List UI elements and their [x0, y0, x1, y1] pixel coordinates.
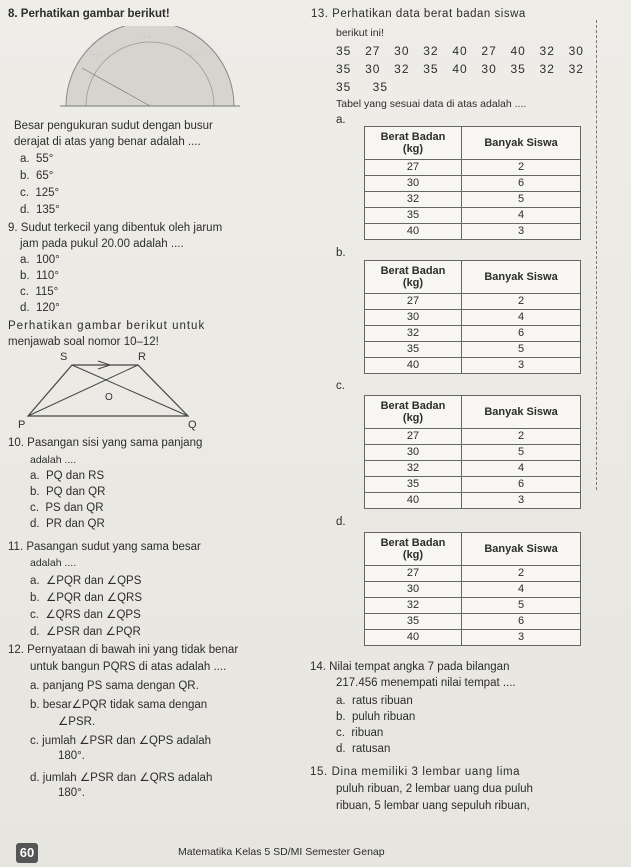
header-weight: Berat Badan (kg)	[365, 127, 462, 160]
q8-option-b[interactable]: b. 65°	[20, 170, 54, 182]
table-row: 35 5	[365, 342, 581, 358]
q14-line-2: 217.456 menempati nilai tempat ....	[336, 677, 516, 689]
q12-line-1: 12. Pernyataan di bawah ini yang tidak benar	[8, 644, 239, 656]
q10-line-1: 10. Pasangan sisi yang sama panjang	[8, 437, 203, 449]
q13-option-b-label[interactable]: b.	[336, 247, 346, 259]
table-row: 40 3	[365, 358, 581, 374]
data-row-1: 35 27 30 32 40 27 40 32 30	[336, 44, 584, 58]
q12-option-b-cont: ∠PSR.	[58, 716, 96, 728]
q13-table-b: Berat Badan (kg) Banyak Siswa 27 2 30 4 32 6 35 5 40 3	[364, 260, 581, 374]
table-row: 40 3	[365, 630, 581, 646]
q14-line-1: 14. Nilai tempat angka 7 pada bilangan	[310, 661, 510, 673]
q14-option-b[interactable]: b. puluh ribuan	[336, 711, 416, 723]
table-row: 27 2	[365, 294, 581, 310]
q12-option-d[interactable]: d. jumlah ∠PSR dan ∠QRS adalah	[30, 772, 213, 784]
q9-option-c[interactable]: c. 115°	[20, 286, 59, 298]
q11-option-b[interactable]: b. ∠PQR dan ∠QRS	[30, 592, 143, 604]
page-number: 60	[16, 843, 38, 863]
table-row: 30 5	[365, 445, 581, 461]
q12-option-b[interactable]: b. besar∠PQR tidak sama dengan	[30, 699, 208, 711]
q13-option-a-label[interactable]: a.	[336, 114, 346, 126]
q8-stem-1: Besar pengukuran sudut dengan busur	[14, 120, 213, 132]
svg-text:· · ·: · · ·	[140, 34, 150, 40]
table-row: 30 4	[365, 310, 581, 326]
q13-line-2: berikut ini!	[336, 27, 384, 39]
intro-line-2: menjawab soal nomor 10–12!	[8, 336, 159, 348]
table-row: 35 6	[365, 614, 581, 630]
q9-line-2: jam pada pukul 20.00 adalah ....	[20, 238, 184, 250]
vertex-r-label: R	[138, 351, 146, 363]
svg-text:· · · ·: · · · ·	[190, 52, 203, 58]
q14-option-d[interactable]: d. ratusan	[336, 743, 391, 755]
table-row: 40 3	[365, 224, 581, 240]
table-row: 35 6	[365, 477, 581, 493]
trapezoid-figure	[10, 350, 210, 432]
q12-option-c-cont: 180°.	[58, 750, 85, 762]
q10-option-b[interactable]: b. PQ dan QR	[30, 486, 106, 498]
q9-option-d[interactable]: d. 120°	[20, 302, 60, 314]
svg-text:· · · ·: · · · ·	[90, 52, 103, 58]
q8-title: 8. Perhatikan gambar berikut!	[8, 8, 170, 20]
q13-line-1: 13. Perhatikan data berat badan siswa	[311, 8, 526, 20]
q8-option-d[interactable]: d. 135°	[20, 204, 60, 216]
q10-option-c[interactable]: c. PS dan QR	[30, 502, 104, 514]
q10-line-2: adalah ....	[30, 454, 77, 466]
q11-line-2: adalah ....	[30, 557, 77, 569]
header-count: Banyak Siswa	[462, 127, 581, 160]
q8-option-a[interactable]: a. 55°	[20, 153, 54, 165]
data-row-3: 35 35	[336, 80, 388, 94]
q13-table-c: Berat Badan (kg) Banyak Siswa 27 2 30 5 32 4 35 6 40 3	[364, 395, 581, 509]
q11-option-c[interactable]: c. ∠QRS dan ∠QPS	[30, 609, 141, 621]
table-row: 32 4	[365, 461, 581, 477]
table-row: 30 4	[365, 582, 581, 598]
data-row-2: 35 30 32 35 40 30 35 32 32	[336, 62, 584, 76]
q14-option-c[interactable]: c. ribuan	[336, 727, 384, 739]
q9-option-a[interactable]: a. 100°	[20, 254, 60, 266]
q13-question: Tabel yang sesuai data di atas adalah ....	[336, 98, 527, 110]
vertex-o-label: O	[105, 392, 113, 403]
vertex-s-label: S	[60, 351, 68, 363]
q9-line-1: 9. Sudut terkecil yang dibentuk oleh jarum	[8, 222, 223, 234]
q15-line-1: 15. Dina memiliki 3 lembar uang lima	[310, 766, 521, 778]
vertex-p-label: P	[18, 419, 26, 431]
margin-dashed-line	[596, 20, 597, 490]
q9-option-b[interactable]: b. 110°	[20, 270, 59, 282]
q10-option-a[interactable]: a. PQ dan RS	[30, 470, 105, 482]
table-row: 27 2	[365, 566, 581, 582]
table-row: 35 4	[365, 208, 581, 224]
q15-line-3: ribuan, 5 lembar uang sepuluh ribuan,	[336, 800, 530, 812]
table-row: 32 5	[365, 598, 581, 614]
q13-option-c-label[interactable]: c.	[336, 380, 345, 392]
q15-line-2: puluh ribuan, 2 lembar uang dua puluh	[336, 783, 533, 795]
vertex-q-label: Q	[188, 419, 197, 431]
q8-option-c[interactable]: c. 125°	[20, 187, 60, 199]
table-row: 27 2	[365, 429, 581, 445]
q11-line-1: 11. Pasangan sudut yang sama besar	[8, 541, 201, 553]
footer-text: Matematika Kelas 5 SD/MI Semester Genap	[178, 846, 385, 858]
q13-option-d-label[interactable]: d.	[336, 516, 346, 528]
q13-table-d: Berat Badan (kg) Banyak Siswa 27 2 30 4 32 5 35 6 40 3	[364, 532, 581, 646]
q12-option-a[interactable]: a. panjang PS sama dengan QR.	[30, 680, 199, 692]
intro-line-1: Perhatikan gambar berikut untuk	[8, 320, 206, 332]
q12-option-c[interactable]: c. jumlah ∠PSR dan ∠QPS adalah	[30, 735, 212, 747]
table-row: 32 5	[365, 192, 581, 208]
q12-option-d-cont: 180°.	[58, 787, 85, 799]
q14-option-a[interactable]: a. ratus ribuan	[336, 695, 413, 707]
table-row: 40 3	[365, 493, 581, 509]
q12-line-2: untuk bangun PQRS di atas adalah ....	[30, 661, 227, 673]
table-row: 30 6	[365, 176, 581, 192]
table-row: 27 2	[365, 160, 581, 176]
q13-table-a	[364, 126, 581, 240]
protractor-figure	[60, 26, 240, 110]
q10-option-d[interactable]: d. PR dan QR	[30, 518, 105, 530]
q11-option-d[interactable]: d. ∠PSR dan ∠PQR	[30, 626, 141, 638]
table-row: 32 6	[365, 326, 581, 342]
q8-stem-2: derajat di atas yang benar adalah ....	[14, 136, 201, 148]
q11-option-a[interactable]: a. ∠PQR dan ∠QPS	[30, 575, 142, 587]
